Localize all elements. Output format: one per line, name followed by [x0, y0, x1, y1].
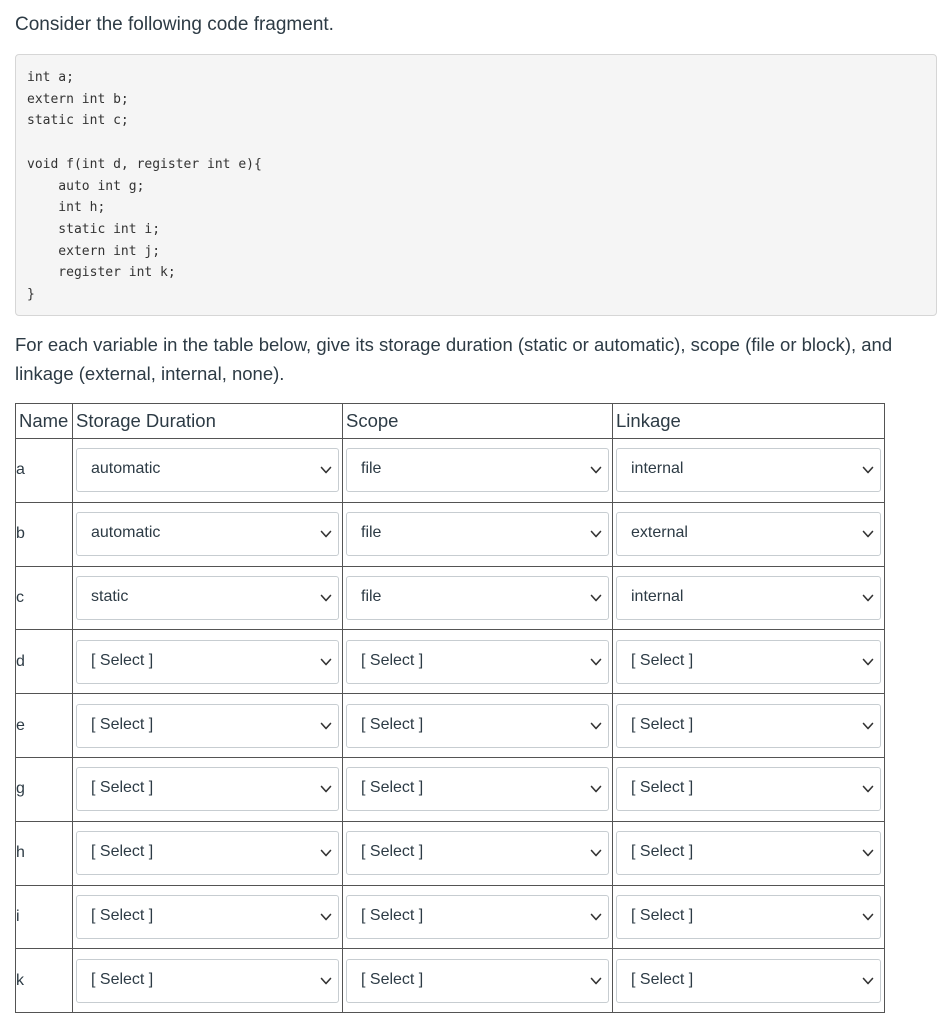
- selected-value: file: [361, 524, 382, 542]
- chevron-down-icon: [590, 593, 602, 603]
- storage-cell: [73, 949, 343, 1013]
- chevron-down-icon: [320, 465, 332, 475]
- chevron-down-icon: [590, 912, 602, 922]
- linkage-cell: [613, 630, 885, 694]
- scope-select[interactable]: [346, 767, 609, 811]
- chevron-down-icon: [320, 721, 332, 731]
- selected-value: [ Select ]: [91, 970, 154, 988]
- selected-value: [ Select ]: [91, 715, 154, 733]
- question-intro: Consider the following code fragment.: [15, 14, 334, 35]
- chevron-down-icon: [862, 529, 874, 539]
- selected-value: [ Select ]: [631, 970, 694, 988]
- header-name: Name: [16, 404, 73, 439]
- selected-value: [ Select ]: [361, 906, 424, 924]
- linkage-cell: [613, 694, 885, 758]
- selected-value: [ Select ]: [631, 779, 694, 797]
- answer-table: [15, 403, 885, 1013]
- variable-name: b: [16, 502, 73, 566]
- linkage-select[interactable]: [616, 512, 881, 556]
- linkage-select[interactable]: [616, 576, 881, 620]
- table-header-row: [16, 404, 885, 439]
- variable-name: c: [16, 566, 73, 630]
- chevron-down-icon: [862, 721, 874, 731]
- chevron-down-icon: [320, 976, 332, 986]
- chevron-down-icon: [862, 593, 874, 603]
- variable-name: k: [16, 949, 73, 1013]
- selected-value: [ Select ]: [361, 843, 424, 861]
- selected-value: [ Select ]: [361, 970, 424, 988]
- chevron-down-icon: [590, 721, 602, 731]
- selected-value: internal: [631, 460, 684, 478]
- code-fragment: int a; extern int b; static int c; void f(int d, register int e){ auto int g; int h; static int i; extern int j; register int k; }: [15, 54, 937, 316]
- selected-value: [ Select ]: [631, 906, 694, 924]
- chevron-down-icon: [590, 784, 602, 794]
- variable-name: i: [16, 885, 73, 949]
- storage-duration-select[interactable]: [76, 704, 339, 748]
- table-row-c: [16, 566, 885, 630]
- storage-duration-select[interactable]: [76, 576, 339, 620]
- chevron-down-icon: [862, 465, 874, 475]
- selected-value: [ Select ]: [361, 715, 424, 733]
- scope-select[interactable]: [346, 640, 609, 684]
- table-row-e: [16, 694, 885, 758]
- table-row-a: [16, 439, 885, 503]
- selected-value: [ Select ]: [631, 651, 694, 669]
- storage-duration-select[interactable]: [76, 448, 339, 492]
- variable-name: g: [16, 757, 73, 821]
- scope-cell: [343, 821, 613, 885]
- linkage-select[interactable]: [616, 767, 881, 811]
- chevron-down-icon: [862, 912, 874, 922]
- linkage-cell: [613, 566, 885, 630]
- scope-select[interactable]: [346, 895, 609, 939]
- selected-value: external: [631, 524, 688, 542]
- storage-duration-select[interactable]: [76, 831, 339, 875]
- answer-rows: [16, 439, 885, 1013]
- storage-cell: [73, 566, 343, 630]
- table-row-g: [16, 757, 885, 821]
- selected-value: [ Select ]: [91, 651, 154, 669]
- header-linkage: Linkage: [613, 404, 885, 439]
- storage-duration-select[interactable]: [76, 959, 339, 1003]
- storage-duration-select[interactable]: [76, 640, 339, 684]
- chevron-down-icon: [320, 593, 332, 603]
- chevron-down-icon: [320, 784, 332, 794]
- selected-value: [ Select ]: [361, 651, 424, 669]
- storage-duration-select[interactable]: [76, 895, 339, 939]
- scope-cell: [343, 630, 613, 694]
- linkage-select[interactable]: [616, 704, 881, 748]
- scope-select[interactable]: [346, 704, 609, 748]
- linkage-cell: [613, 502, 885, 566]
- selected-value: [ Select ]: [361, 779, 424, 797]
- linkage-cell: [613, 439, 885, 503]
- selected-value: [ Select ]: [631, 715, 694, 733]
- chevron-down-icon: [590, 976, 602, 986]
- storage-duration-select[interactable]: [76, 767, 339, 811]
- selected-value: file: [361, 460, 382, 478]
- storage-cell: [73, 694, 343, 758]
- linkage-select[interactable]: [616, 831, 881, 875]
- selected-value: [ Select ]: [91, 906, 154, 924]
- chevron-down-icon: [862, 976, 874, 986]
- linkage-select[interactable]: [616, 448, 881, 492]
- header-scope: Scope: [343, 404, 613, 439]
- storage-cell: [73, 757, 343, 821]
- storage-cell: [73, 439, 343, 503]
- storage-cell: [73, 821, 343, 885]
- selected-value: automatic: [91, 524, 161, 542]
- selected-value: [ Select ]: [91, 779, 154, 797]
- scope-cell: [343, 757, 613, 821]
- table-row-h: [16, 821, 885, 885]
- storage-duration-select[interactable]: [76, 512, 339, 556]
- chevron-down-icon: [590, 657, 602, 667]
- variable-name: a: [16, 439, 73, 503]
- question-instructions: For each variable in the table below, give its storage duration (static or automatic), scope (file or block), and linkage (external, internal, none).: [15, 334, 893, 384]
- scope-cell: [343, 439, 613, 503]
- table-row-d: [16, 630, 885, 694]
- table-row-k: [16, 949, 885, 1013]
- scope-cell: [343, 694, 613, 758]
- chevron-down-icon: [862, 784, 874, 794]
- scope-cell: [343, 885, 613, 949]
- storage-cell: [73, 630, 343, 694]
- storage-cell: [73, 885, 343, 949]
- variable-name: e: [16, 694, 73, 758]
- selected-value: static: [91, 587, 129, 605]
- variable-name: h: [16, 821, 73, 885]
- selected-value: automatic: [91, 460, 161, 478]
- linkage-select[interactable]: [616, 640, 881, 684]
- chevron-down-icon: [320, 657, 332, 667]
- selected-value: [ Select ]: [91, 843, 154, 861]
- chevron-down-icon: [862, 848, 874, 858]
- chevron-down-icon: [862, 657, 874, 667]
- scope-select[interactable]: [346, 448, 609, 492]
- linkage-cell: [613, 949, 885, 1013]
- linkage-select[interactable]: [616, 895, 881, 939]
- chevron-down-icon: [320, 529, 332, 539]
- table-row-i: [16, 885, 885, 949]
- chevron-down-icon: [590, 848, 602, 858]
- header-storage-duration: Storage Duration: [73, 404, 343, 439]
- scope-select[interactable]: [346, 576, 609, 620]
- selected-value: file: [361, 587, 382, 605]
- chevron-down-icon: [320, 848, 332, 858]
- scope-cell: [343, 566, 613, 630]
- linkage-cell: [613, 757, 885, 821]
- scope-select[interactable]: [346, 959, 609, 1003]
- scope-select[interactable]: [346, 512, 609, 556]
- chevron-down-icon: [590, 465, 602, 475]
- scope-cell: [343, 502, 613, 566]
- linkage-select[interactable]: [616, 959, 881, 1003]
- scope-select[interactable]: [346, 831, 609, 875]
- storage-cell: [73, 502, 343, 566]
- linkage-cell: [613, 821, 885, 885]
- selected-value: [ Select ]: [631, 843, 694, 861]
- variable-name: d: [16, 630, 73, 694]
- chevron-down-icon: [320, 912, 332, 922]
- table-row-b: [16, 502, 885, 566]
- linkage-cell: [613, 885, 885, 949]
- chevron-down-icon: [590, 529, 602, 539]
- scope-cell: [343, 949, 613, 1013]
- selected-value: internal: [631, 587, 684, 605]
